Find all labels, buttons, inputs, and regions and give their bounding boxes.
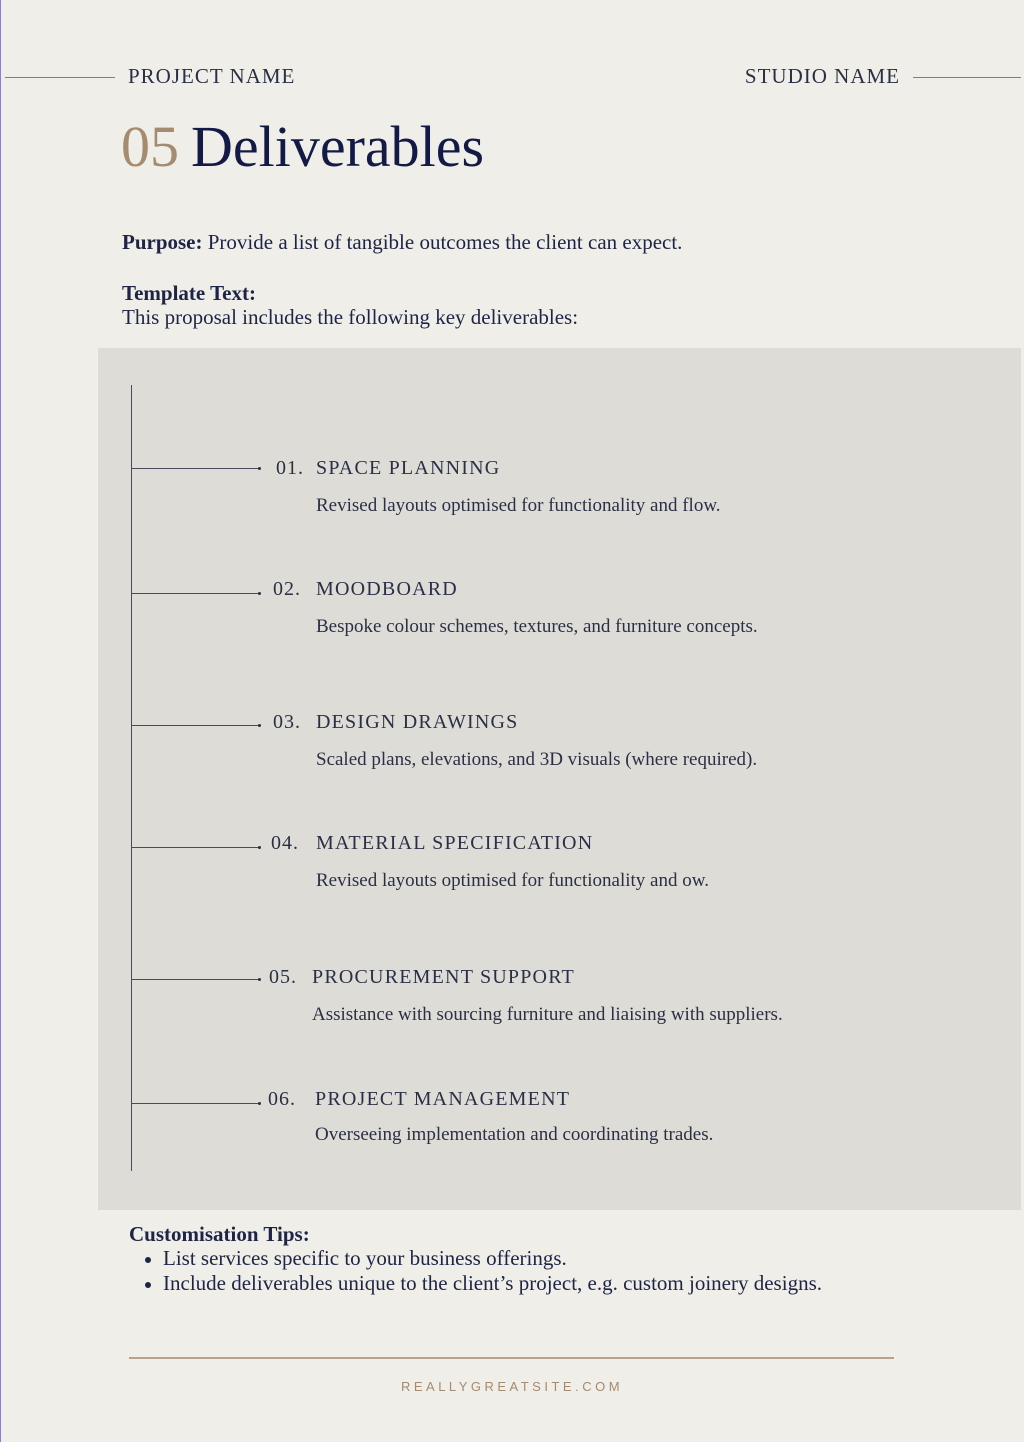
header-rule-right [913, 77, 1021, 78]
footer-rule [129, 1357, 894, 1359]
list-item [145, 1246, 822, 1271]
page-edge [0, 0, 1, 1442]
timeline-branch [131, 468, 259, 469]
deliverable-title: PROJECT MANAGEMENT [315, 1088, 571, 1110]
deliverables-panel [98, 348, 1021, 1210]
header-rule-left [5, 77, 115, 78]
section-number: 05 [121, 114, 179, 179]
deliverable-description: Revised layouts optimised for functionality and ow. [316, 870, 709, 891]
timeline-branch [131, 847, 259, 848]
footer-website: REALLYGREATSITE.COM [400, 1379, 624, 1394]
deliverable-description: Bespoke colour schemes, textures, and furniture concepts. [316, 616, 758, 637]
template-label: Template Text: [122, 281, 256, 305]
deliverable-title: DESIGN DRAWINGS [316, 711, 519, 733]
timeline-line [131, 385, 132, 1171]
timeline-branch [131, 593, 259, 594]
template-text: This proposal includes the following key deliverables: [122, 305, 579, 329]
deliverable-description: Revised layouts optimised for functionality and flow. [316, 495, 721, 516]
timeline-branch [131, 979, 259, 980]
deliverable-description: Scaled plans, elevations, and 3D visuals (where required). [316, 749, 758, 770]
tip-text: List services specific to your business offerings. [163, 1246, 567, 1270]
deliverable-title: MOODBOARD [316, 578, 458, 600]
tip-text: Include deliverables unique to the client’s project, e.g. custom joinery designs. [163, 1271, 822, 1295]
deliverable-description: Assistance with sourcing furniture and liaising with suppliers. [312, 1004, 783, 1025]
purpose-label: Purpose: [122, 230, 203, 254]
deliverable-title: PROCUREMENT SUPPORT [312, 966, 575, 988]
deliverable-title: SPACE PLANNING [316, 457, 501, 479]
tips-title: Customisation Tips: [129, 1222, 310, 1246]
deliverable-number: 01. [276, 457, 304, 479]
bullet-icon [145, 1257, 151, 1263]
deliverable-number: 05. [269, 966, 297, 988]
deliverable-description: Overseeing implementation and coordinating trades. [315, 1124, 714, 1145]
timeline-branch [131, 725, 259, 726]
project-name: PROJECT NAME [128, 64, 296, 88]
page-title [121, 114, 485, 179]
list-item [145, 1271, 822, 1296]
bullet-icon [145, 1282, 151, 1288]
deliverable-title: MATERIAL SPECIFICATION [316, 832, 594, 854]
purpose-line [122, 230, 682, 255]
timeline-branch [131, 1103, 259, 1104]
deliverable-number: 02. [273, 578, 301, 600]
purpose-text: Provide a list of tangible outcomes the client can expect. [207, 230, 683, 254]
section-title: Deliverables [191, 114, 485, 179]
tips-list [145, 1246, 822, 1296]
studio-name: STUDIO NAME [744, 64, 900, 88]
deliverable-number: 06. [268, 1088, 296, 1110]
deliverable-number: 04. [271, 832, 299, 854]
deliverable-number: 03. [273, 711, 301, 733]
